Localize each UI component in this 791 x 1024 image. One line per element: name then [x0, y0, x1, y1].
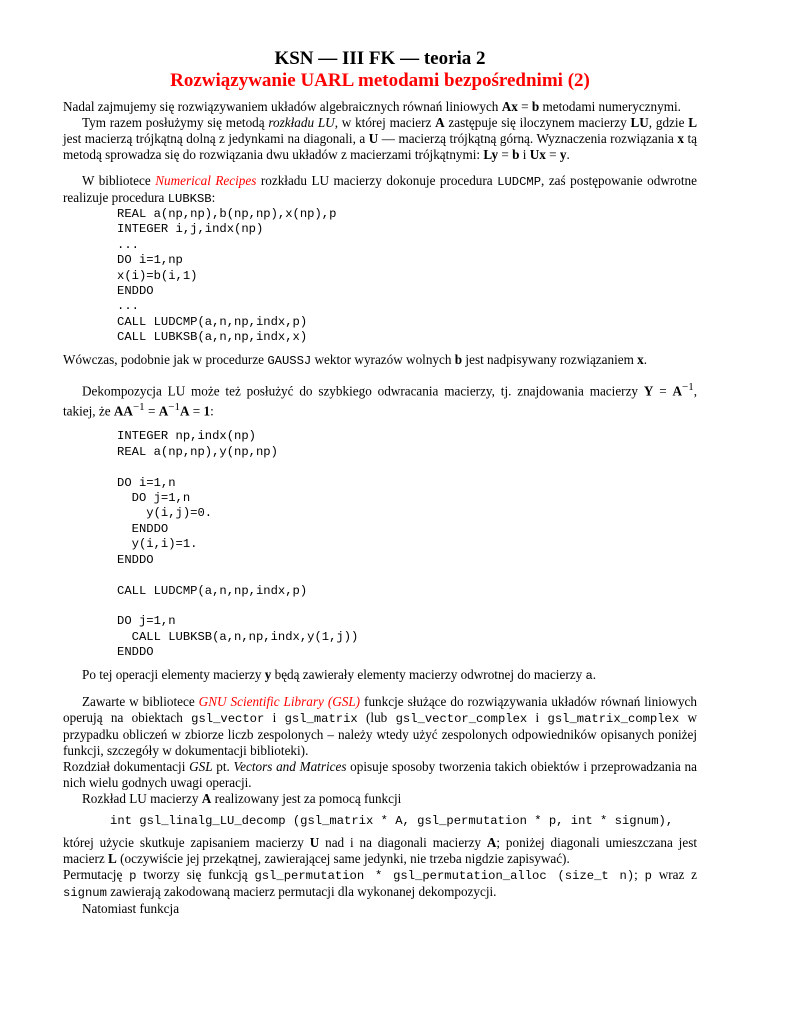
- code-lu-decomp-prototype: int gsl_linalg_LU_decomp (gsl_matrix * A, gsl_permutation * p, int * signum),: [110, 813, 674, 828]
- paragraph-lu-function: Rozkład LU macierzy A realizowany jest za pomocą funkcji: [82, 790, 402, 806]
- code-block-matrix-inversion: INTEGER np,indx(np) REAL a(np,np),y(np,np) DO i=1,n DO j=1,n y(i,j)=0. ENDDO y(i,i)=1. ENDDO CALL LUDCMP(a,n,np,indx,p) DO j=1,n CALL LUBKSB(a,n,np,indx,y(1,j)) ENDDO: [117, 429, 359, 660]
- document-body: [63, 99, 697, 917]
- numerical-recipes-link[interactable]: Numerical Recipes: [155, 173, 257, 188]
- paragraph-closing: Natomiast funkcja: [82, 900, 180, 916]
- paragraph-decomp-result: której użycie skutkuje zapisaniem macierzy U nad i na diagonali macierzy A; poniżej diagonali umieszczana jest macierz L (oczywiście jej przekątnej, zawierającej same jedynki, nie trzeba nigdzie zapisywać).: [63, 834, 697, 866]
- paragraph-gsl: Zawarte w bibliotece GNU Scientific Library (GSL) funkcje służące do rozwiązywania układów równań liniowych operują na obiektach gsl_vector i gsl_matrix (lub gsl_vector_complex i gsl_matrix_complex w przypadku obliczeń w zbiorze liczb zespolonych – należy wtedy użyć zespolonych odpowiedników opisanych poniżej funkcji, szczegóły w dokumentacji biblioteki).: [63, 693, 698, 758]
- gsl-link[interactable]: GNU Scientific Library (GSL): [198, 693, 361, 709]
- paragraph-lu-method: Tym razem posłużymy się metodą rozkładu LU, w której macierz A zastępuje się iloczynem macierzy LU, gdzie L jest macierzą trójkątną dolną z jedynkami na diagonali, a U — macierzą trójkątną górną. Wyznaczenia rozwiązania x tą metodą sprowadza się do rozwiązania dwu układów z macierzami trójkątnymi: Ly = b i Ux = y.: [63, 115, 697, 162]
- document-subtitle: Rozwiązywanie UARL metodami bezpośrednimi (2): [170, 70, 590, 91]
- code-block-ludcmp-usage: REAL a(np,np),b(np,np),x(np),p INTEGER i,j,indx(np) ... DO i=1,np x(i)=b(i,1) ENDDO ... CALL LUDCMP(a,n,np,indx,p) CALL LUBKSB(a,n,np,indx,x): [117, 207, 337, 345]
- paragraph-inverse-result: Po tej operacji elementy macierzy y będą zawierały elementy macierzy odwrotnej do macierzy a.: [82, 666, 597, 683]
- paragraph-gaussj: Wówczas, podobnie jak w procedurze GAUSSJ wektor wyrazów wolnych b jest nadpisywany rozwiązaniem x.: [63, 351, 648, 368]
- document-title: KSN — III FK — teoria 2: [274, 48, 486, 69]
- paragraph-permutation: Permutację p tworzy się funkcją gsl_permutation * gsl_permutation_alloc (size_t n); p wraz z signum zawierają zakodowaną macierz permutacji dla wykonanej dekompozycji.: [63, 866, 698, 900]
- paragraph-numerical-recipes: W bibliotece Numerical Recipes rozkładu LU macierzy dokonuje procedura LUDCMP, zaś postępowanie odwrotne realizuje procedura LUBKSB:: [63, 173, 697, 206]
- paragraph-intro: Nadal zajmujemy się rozwiązywaniem układów algebraicznych równań liniowych Ax = b metodami numerycznymi.: [63, 99, 681, 114]
- paragraph-gsl-docs: Rozdział dokumentacji GSL pt. Vectors and Matrices opisuje sposoby tworzenia takich obiektów i przeprowadzania na nich wielu godnych uwagi operacji.: [63, 758, 697, 790]
- paragraph-inversion: Dekompozycja LU może też posłużyć do szybkiego odwracania macierzy, tj. znajdowania macierzy $Y = A^{-1}$, takiej, że $AA^{-1} = A^{-1}A = 1$:: [63, 380, 697, 419]
